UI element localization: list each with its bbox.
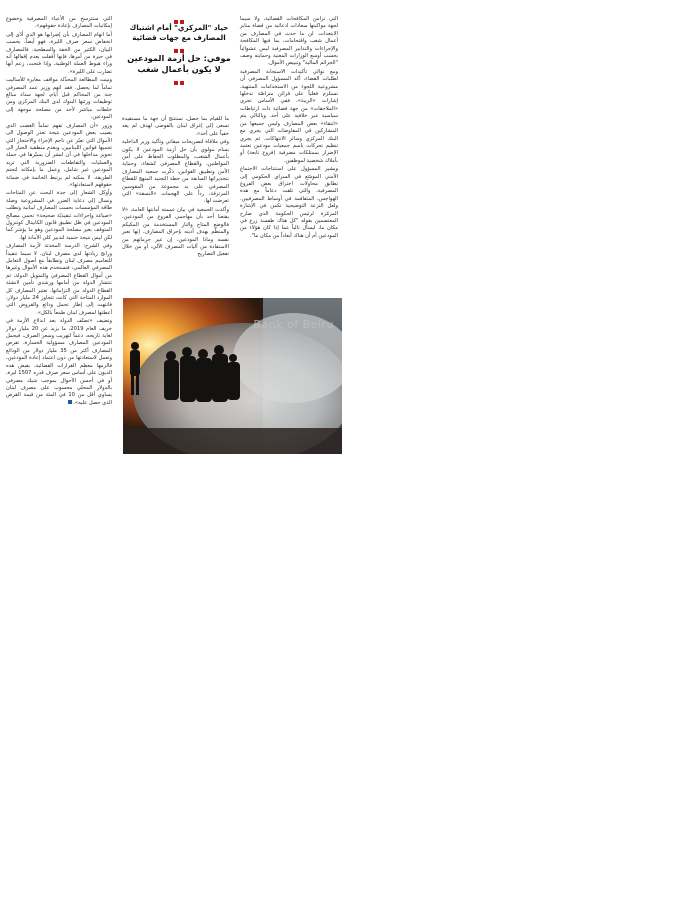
article-column-right [240,16,338,241]
paragraph: التي ستترسخ من الأعباء المصرفية وخضوع إمكانيات المصارف بإعادة حقوقهم». [6,16,112,30]
paragraph: وبينت المطالعة المحذّلة مواقف مغايرة للأساليب تماماً لما يحصل. فقد اتهم وزير عمد المصرفي جنة من المحاكم قبل أيام، لجهة سداد مبالغ توظيفات ورثتها البنوك لدى البنك المركزي ومن خلطات مباشر لأحد من مصلحة موجهة إلى المودعين. [6,77,112,121]
news-photo [123,298,342,454]
headline-top: حياد "المركزي" أمام اشتباك المصارف مع جهات قضائية [129,23,229,42]
paragraph-text: وتضيف «تصنّف الدولة بعد اندلاع الأزمة في خريف العام 2019، ما يزيد عن 20 مليار دولار لغاية تاريخه، دعماً لتهريب وسعر الصرف، فيحمل المودعين المصارف مسؤولية الخسارة، تقرض المصارف أكثر من 35 مليار دولار من الودائع وتعمل لاستعادتها من دون اعتماد إعادة المودعين، فالزمها معظم القرارات القضائية، بقبض هذه الديون على أساس سعر صرف قدره 1507 ليرة، أو في أحسن الأحوال بموجب شيك مصرفي بالدولار المحلي محسوب على مصرف لبنان يساوي أقل من 10 في المئة من قيمة القرض الذي حصل عليه». [6,318,112,406]
bank-sign: Bank of Beiru [253,318,334,331]
paragraph: التي تزامن المكافحات القضائية، ولا سيما لجهة مواكبتها سعادات ادعائية من قضاة منابر الابتعدات. لن ما حدث في المصارف من أعمال شغب واقتحامات، بما فيها المكافحة والإجراءات والتدابير المصرفية ليس عشوائياً بحسب أوسع الوزارات المعنية وحمايته وصف "الجرائم المالية" وتبييض الأموال. [240,16,338,67]
paragraph: وفي ملاقاة لتصريحات ميقاتي وتأكيد وزير الداخلية بسام مولوي بأن حل أزمة المودعين لا يكون بأعمال الشغب، والمطلوب الحفاظ على أمن المواطنين، والقطاع المصرفي كشغاء، وحماية الأمن وتطبيق القوانين، ذكّرت جمعية المصارف بتحذيراتها السابقة من خطة التجنيد المنهج للقطاع المصرفي على يد مجموعة من المقوسين المرتزقة، رداً على الهجمات «النسقة» التي تعرضت لها. [122,139,229,205]
paragraph: وفي الشرح: الدرسة المحدثة لأزمة المصارف ورانج زيادتها لدى مصرف لبنان، لا سيما تنفيذاً للتعاميم مصرف لبنان وتطابقاً مع أصول التعامل المصرفي العالمي، فتستخدم هذه الأموال وغيرها من أموال القطاع المصرفي والتمويل الدولة، ثم تنتشار الدولة من أمامها ورشدي تأمين لانشئة القطاع الدولة من التزاماتها. تعتبر المصارف كل الموارد المتاحة التي كانت تتجاوز 24 مليار دولار، فانتهت إلى إطار تحمل ودائع والقروض التي أعطتها لمصرف لبنان طمعاً بالكل». [6,243,112,316]
paragraph: ويشير المسؤول على استنتاجات الاجتماع الأمني الموسّع في السراي الحكومي إلى تطابق محاولات اختراق بعض الفروع المصرفية، والتي تلقت دعاماً مع هذه الهواجس، المتفاقمة في أوساط المصرفيين. ولعل النزعة التوضيحية تكمن في الإشارة المرمّزة لرئيس الحكومة الذي صارح المعتصمين بقوله "كل هناك طفسة زرع في مكان ما، ليسأل تالياً عما إذا كان هؤلاء من المودعين أم أن هناك أبعاداً من مكان ما". [240,166,338,239]
paragraph: وأوكل الشعار إلى جدة البحث عن المتاحات ونسال إلى دعاية الضرر في المشروعية وصلة طاقة المؤسسات بحسب المصارف لبنانية وتطلب «صياغة وإجراءات تنفيذيّة صحيحة» تحمي مصالح المودعين في ظل تطبيق قانون الكابيتال كونترول المتوقف بغير مصلحة المودعين وهو ما يؤشر كما لكن ليس نتيجة حتمية لتدبير كلي الأمانة لها. [6,190,112,241]
paragraph: وأكدت الجمعية في بيان عممته أمانتها العامة، «لا يقنعنا أحد بأن مهاجمي الفروع من المودعين، فالوضع المتاح والنار المستخدمة من المكيكم والمنظّم بهدف أذيته بإحراق المصارف. إنها تعبر نفسه وماذا المودعين، إن عير جرمانهم من الاستفادة من آليات المصرف الآلي، أو من خلال تفعيل التصاريح [122,206,229,258]
paragraph: وزور «أن المصارف تفهم تماماً الغضب الذي يصيب بعض المودعين نتيجة تعذر الوصول الى الأموال التي تعبّر عن ناجم الإجراء والاحتجاز التي تحميها قوانين اللبنانيين، وبعدم منطقية الخيار الى تحوير مداخلها في آن لنشر أن يسيّرها في جملة والعمليات والتقاطعات الضرورية التي تريد المودعين غير شامل، وعمل ما بإمكانه لتحتم الطريقة. لا يمكنه لم يرتبط الخاتمة في ضمانة حقوقهم لاستعادتها». [6,122,112,188]
paragraph: ما للقيام بما حصل، نستنتج أن جهة ما مستفيدة تسعى إلى إغراق لبنان بالفوضى لهدف لم يعد خفياً على أحد». [122,116,229,137]
paragraph [6,318,112,407]
article-column-left [6,16,112,408]
paragraph: ومع توالي تأكيدات الاستجابة المصرفية لطلبات القضاء، أكد المسؤول المصرفي أن مشروعية اللجوء من الاستخدامات المنتهية، تستلزم فعلياً على قرائن متراصّة تدخلها إشارات «الريبة»، ففي الأساس تجري «الملاحقات» من جهة قضائية ذات ارتباطات سياسية عبر خلافية على أحد. وبالتالي يتم «انتقاء» بعض المصارف وليس جميعها من المشاركين في المفاوضات التي يجري مع البنك المركزي وسائر الانتهاكات. ثم يجري تنظيم تحركات باسم جمعيات مودعين تعتمد الإضرار بممتلكات مصرفية (فروع تابعة) أو بأملاك شخصية لموظفين. [240,68,338,164]
red-squares-decoration [124,45,234,51]
headline-bottom: موفي: حل أزمة المودعين لا يكون بأعمال شغب [127,53,231,74]
headline-box [124,16,234,108]
red-squares-decoration [124,16,234,22]
red-squares-decoration [124,77,234,83]
paragraph: أما اتهام المصارف بأن إضرابها هو الذي أدّى إلى انخفاض سعر صرف الليرة، فهو أيضاً، بحسب البيان، الكثير من الخفة والسطحية. فالمصارف في حيرة من أمرها، فإنها أقفلت بعدم إقفالها أنه وراء هبوط العملة الوطنية، وإذا فتحت، زعم أنها تضارب على الليرة». [6,31,112,75]
article-column-middle [122,116,229,260]
article-end-mark [68,400,72,404]
